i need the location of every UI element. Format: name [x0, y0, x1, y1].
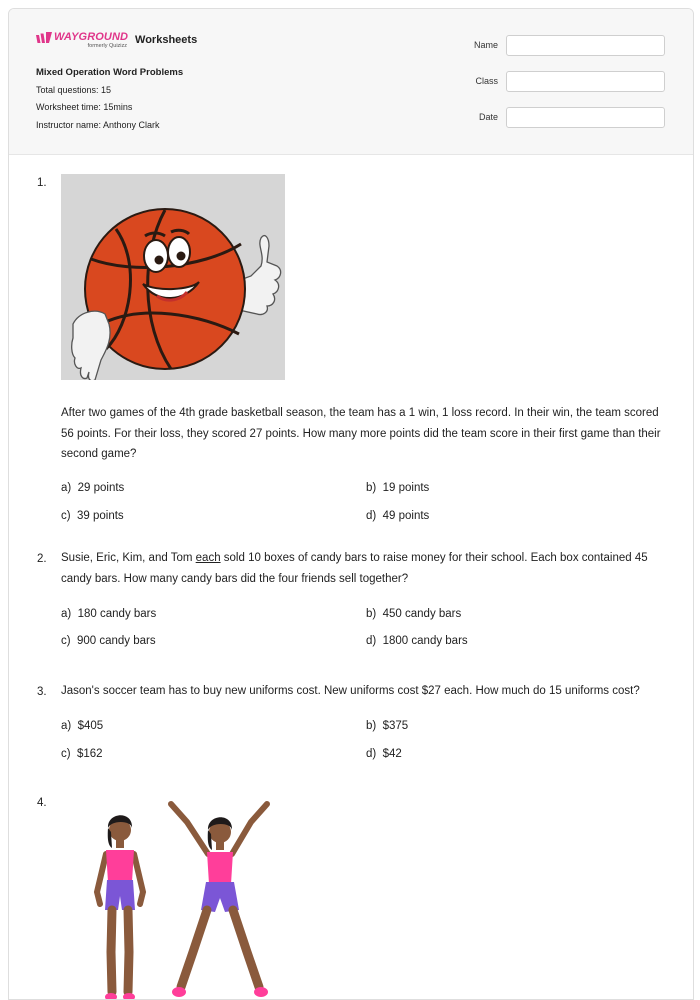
- question-3-option-b[interactable]: [366, 720, 408, 732]
- option-letter: d): [366, 510, 377, 522]
- option-text: $405: [77, 720, 104, 732]
- option-text: 1800 candy bars: [382, 635, 468, 647]
- question-2-number: 2.: [37, 553, 47, 565]
- date-field-row: [474, 106, 665, 128]
- brand-logo[interactable]: [36, 31, 128, 49]
- question-1-text: After two games of the 4th grade basketball season, the team has a 1 win, 1 loss record. In their win, the team scored 56 points. For their loss, they scored 27 points. How many more points did the team score in their first game than their second game?: [61, 407, 661, 460]
- option-text: 180 candy bars: [77, 608, 157, 620]
- question-3-option-c[interactable]: [61, 748, 103, 760]
- option-letter: b): [366, 482, 377, 494]
- question-3-option-d[interactable]: [366, 748, 402, 760]
- option-text: 450 candy bars: [382, 608, 462, 620]
- option-letter: a): [61, 720, 72, 732]
- wayground-logo-icon: [36, 32, 52, 43]
- worksheet-time: Worksheet time: 15mins: [36, 102, 133, 112]
- option-letter: c): [61, 635, 71, 647]
- basketball-cartoon-icon: [61, 174, 285, 380]
- instructor-name: Instructor name: Anthony Clark: [36, 120, 160, 130]
- option-letter: d): [366, 748, 377, 760]
- option-text: $42: [382, 748, 402, 760]
- worksheet-header: [9, 9, 693, 155]
- student-fields: [474, 34, 665, 142]
- question-2-option-d[interactable]: [366, 635, 468, 647]
- option-text: $375: [382, 720, 409, 732]
- brand: [36, 31, 197, 49]
- name-field[interactable]: [506, 35, 665, 56]
- brand-subtitle: formerly Quizizz: [87, 43, 128, 49]
- option-text: $162: [76, 748, 103, 760]
- date-field[interactable]: [506, 107, 665, 128]
- total-questions: Total questions: 15: [36, 85, 112, 95]
- worksheet-title: Mixed Operation Word Problems: [36, 67, 184, 78]
- option-text: 49 points: [382, 510, 430, 522]
- question-4-number: 4.: [37, 797, 47, 809]
- class-field-row: [474, 70, 665, 92]
- question-1-image: [61, 174, 285, 380]
- question-1-number: 1.: [37, 177, 47, 189]
- brand-title: Worksheets: [135, 34, 198, 46]
- question-1-option-b[interactable]: [366, 482, 429, 494]
- option-text: 29 points: [77, 482, 125, 494]
- question-2-text-underlined: each: [195, 552, 221, 564]
- question-2-option-b[interactable]: [366, 608, 461, 620]
- brand-name: WAYGROUND: [54, 31, 129, 43]
- question-1-option-d[interactable]: [366, 510, 429, 522]
- question-2-text: [61, 548, 666, 589]
- option-text: 900 candy bars: [76, 635, 156, 647]
- question-2-text-post: sold 10 boxes of candy bars to raise money for their school. Each box contained 45 candy bars. How many candy bars did the four friends sell together?: [61, 552, 648, 585]
- question-2-option-c[interactable]: [61, 635, 156, 647]
- question-1-option-c[interactable]: [61, 510, 124, 522]
- question-3-option-a[interactable]: [61, 720, 103, 732]
- question-2-text-pre: Susie, Eric, Kim, and Tom: [61, 552, 196, 564]
- option-letter: a): [61, 482, 72, 494]
- question-3-number: 3.: [37, 686, 47, 698]
- option-letter: b): [366, 720, 377, 732]
- class-label: Class: [475, 76, 498, 86]
- question-4-image: [69, 792, 289, 999]
- name-field-row: [474, 34, 665, 56]
- option-text: 19 points: [382, 482, 430, 494]
- option-letter: b): [366, 608, 377, 620]
- worksheet: [8, 8, 694, 1000]
- date-label: Date: [478, 112, 498, 122]
- option-text: 39 points: [76, 510, 124, 522]
- class-field[interactable]: [506, 71, 665, 92]
- option-letter: a): [61, 608, 72, 620]
- option-letter: c): [61, 748, 71, 760]
- option-letter: c): [61, 510, 71, 522]
- option-letter: d): [366, 635, 377, 647]
- question-3-text: Jason's soccer team has to buy new uniforms cost. New uniforms cost $27 each. How much do 15 uniforms cost?: [61, 685, 640, 697]
- jumping-jacks-icon: [69, 792, 289, 999]
- question-2-option-a[interactable]: [61, 608, 156, 620]
- question-1-option-a[interactable]: [61, 482, 124, 494]
- name-label: Name: [473, 40, 498, 50]
